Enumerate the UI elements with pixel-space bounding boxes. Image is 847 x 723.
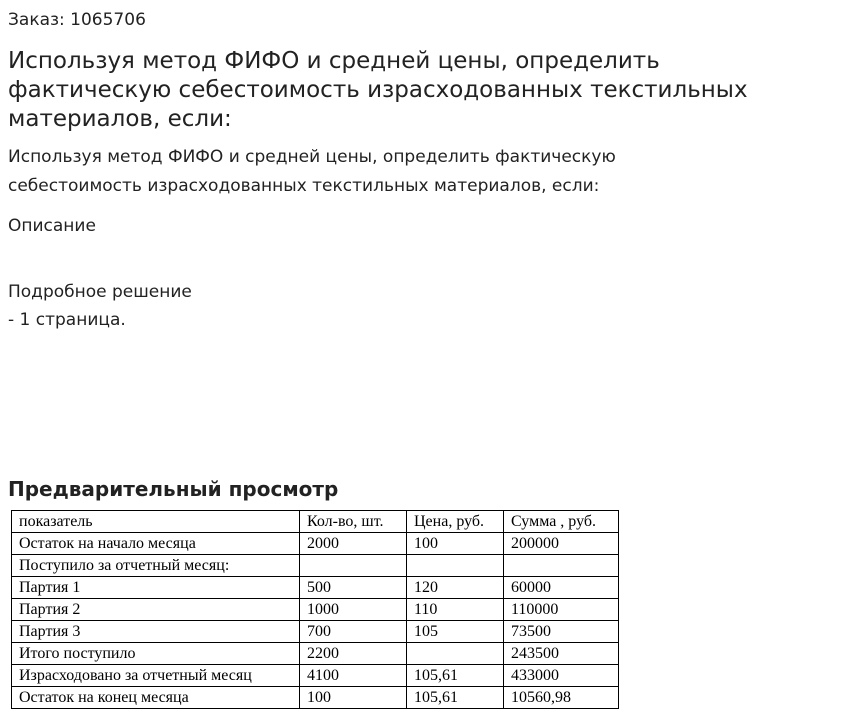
solution-pages: - 1 страница. (8, 310, 126, 330)
table-cell: Поступило за отчетный месяц: (12, 555, 300, 577)
table-cell: Партия 1 (12, 577, 300, 599)
solution-info (8, 278, 192, 334)
table-cell: 105,61 (407, 687, 504, 709)
table-cell: Остаток на начало месяца (12, 533, 300, 555)
table-cell: 105 (407, 621, 504, 643)
order-number: Заказ: 1065706 (8, 10, 146, 30)
table-row (12, 687, 619, 709)
solution-title: Подробное решение (8, 282, 192, 302)
table-cell: 110 (407, 599, 504, 621)
table-row (12, 643, 619, 665)
table-cell: 105,61 (407, 665, 504, 687)
description-label: Описание (8, 216, 96, 236)
table-cell: 2200 (300, 643, 407, 665)
table-cell: Партия 2 (12, 599, 300, 621)
table-cell: Партия 3 (12, 621, 300, 643)
preview-table (11, 510, 619, 709)
description-text (8, 143, 708, 201)
table-header-cell: Сумма , руб. (504, 511, 619, 533)
table-cell: 433000 (504, 665, 619, 687)
table-cell: 120 (407, 577, 504, 599)
table-cell: Остаток на конец месяца (12, 687, 300, 709)
table-header-cell: показатель (12, 511, 300, 533)
table-cell: 200000 (504, 533, 619, 555)
table-cell: Итого поступило (12, 643, 300, 665)
table-cell: 1000 (300, 599, 407, 621)
table-cell (407, 643, 504, 665)
table-header-cell: Цена, руб. (407, 511, 504, 533)
table-cell: 60000 (504, 577, 619, 599)
table-header-row (12, 511, 619, 533)
preview-heading: Предварительный просмотр (8, 477, 339, 501)
table-cell: 700 (300, 621, 407, 643)
table-row (12, 555, 619, 577)
table-cell: 243500 (504, 643, 619, 665)
table-cell: 500 (300, 577, 407, 599)
page-title: Используя метод ФИФО и средней цены, определить фактическую себестоимость израсходованных текстильных материалов, если: (8, 48, 748, 132)
table-header-cell: Кол-во, шт. (300, 511, 407, 533)
table-row (12, 533, 619, 555)
table-cell: 100 (300, 687, 407, 709)
table-cell: 10560,98 (504, 687, 619, 709)
table-cell: 2000 (300, 533, 407, 555)
table-cell (300, 555, 407, 577)
table-cell: 100 (407, 533, 504, 555)
description-line-2: себестоимость израсходованных текстильных материалов, если: (8, 176, 600, 196)
table-row (12, 577, 619, 599)
table-row (12, 621, 619, 643)
table-row (12, 599, 619, 621)
table-cell (407, 555, 504, 577)
table-cell: 73500 (504, 621, 619, 643)
table-cell: 110000 (504, 599, 619, 621)
table-cell: 4100 (300, 665, 407, 687)
table-cell (504, 555, 619, 577)
table-cell: Израсходовано за отчетный месяц (12, 665, 300, 687)
table-row (12, 665, 619, 687)
description-line-1: Используя метод ФИФО и средней цены, определить фактическую (8, 147, 616, 167)
